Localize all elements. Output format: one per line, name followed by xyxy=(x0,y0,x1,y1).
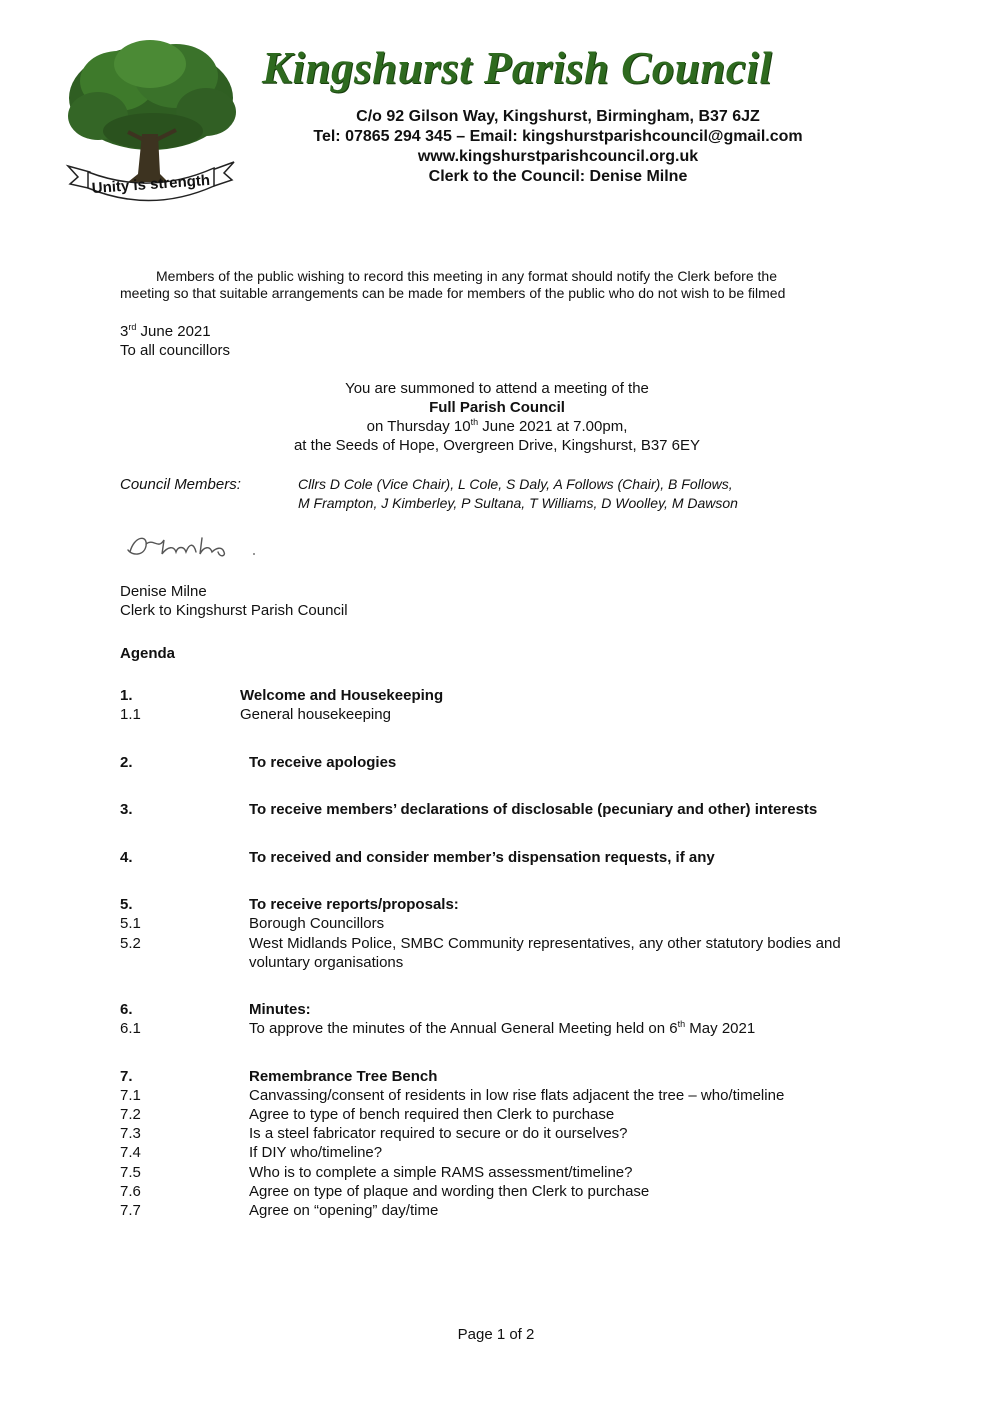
letter-addressee: To all councillors xyxy=(120,342,231,359)
agenda-subitem-number: 7.5 xyxy=(120,1164,141,1181)
agenda-item-number: 7. xyxy=(120,1068,133,1085)
meeting-date-time: on Thursday 10th June 2021 at 7.00pm, xyxy=(366,417,628,435)
signer-role: Clerk to Kingshurst Parish Council xyxy=(120,602,348,619)
agenda-subitem-number: 5.1 xyxy=(120,915,141,932)
agenda-item-title: To receive members’ declarations of disclosable (pecuniary and other) interests xyxy=(249,801,818,818)
agenda-item-title: To receive apologies xyxy=(249,754,397,771)
agenda-subitem-text-continued: voluntary organisations xyxy=(249,954,404,971)
council-address: C/o 92 Gilson Way, Kingshurst, Birmingham, B37 6JZ xyxy=(356,108,760,125)
meeting-venue: at the Seeds of Hope, Overgreen Drive, Kingshurst, B37 6EY xyxy=(293,437,701,454)
notice-line-2: meeting so that suitable arrangements can be made for members of the public who do not wish to be filmed xyxy=(120,285,786,301)
agenda-subitem-text: Borough Councillors xyxy=(249,915,385,932)
agenda-subitem-text: Canvassing/consent of residents in low rise flats adjacent the tree – who/timeline xyxy=(249,1087,785,1104)
agenda-item-number: 1. xyxy=(120,687,133,704)
council-title: Kingshurst Parish Council xyxy=(262,43,773,93)
agenda-item-number: 3. xyxy=(120,801,133,818)
agenda-subitem-text: Who is to complete a simple RAMS assessment/timeline? xyxy=(249,1164,633,1181)
notice-line-1: Members of the public wishing to record this meeting in any format should notify the Clerk before the xyxy=(156,268,777,284)
agenda-subitem-number: 6.1 xyxy=(120,1020,141,1037)
members-label: Council Members: xyxy=(120,476,241,493)
agenda-subitem-number: 1.1 xyxy=(120,706,141,723)
signer-name: Denise Milne xyxy=(120,583,207,600)
agenda-item-title: To received and consider member’s dispensation requests, if any xyxy=(249,849,715,866)
agenda-subitem-text: General housekeeping xyxy=(240,706,391,723)
agenda-subitem-text: West Midlands Police, SMBC Community representatives, any other statutory bodies and xyxy=(249,935,841,952)
members-line-1: Cllrs D Cole (Vice Chair), L Cole, S Daly, A Follows (Chair), B Follows, xyxy=(298,476,733,492)
oak-tree-logo xyxy=(58,36,244,206)
agenda-item-title: To receive reports/proposals: xyxy=(249,896,459,913)
clerk-signature xyxy=(124,528,259,562)
agenda-subitem-number: 7.1 xyxy=(120,1087,141,1104)
agenda-subitem-text: Is a steel fabricator required to secure or do it ourselves? xyxy=(249,1125,628,1142)
summons-line: You are summoned to attend a meeting of the xyxy=(345,380,649,397)
agenda-heading: Agenda xyxy=(120,645,176,662)
agenda-subitem-number: 7.6 xyxy=(120,1183,141,1200)
agenda-item-number: 4. xyxy=(120,849,133,866)
council-website: www.kingshurstparishcouncil.org.uk xyxy=(417,148,699,165)
page-number: Page 1 of 2 xyxy=(457,1326,535,1343)
agenda-item-title: Welcome and Housekeeping xyxy=(240,687,444,704)
agenda-subitem-text: Agree to type of bench required then Clerk to purchase xyxy=(249,1106,615,1123)
motto-text: Unity is strength xyxy=(91,171,211,198)
meeting-name: Full Parish Council xyxy=(429,399,565,416)
agenda-subitem-number: 7.4 xyxy=(120,1144,141,1161)
letter-date: 3rd June 2021 xyxy=(120,322,211,340)
agenda-subitem-number: 7.7 xyxy=(120,1202,141,1219)
agenda-item-number: 6. xyxy=(120,1001,133,1018)
agenda-subitem-number: 7.2 xyxy=(120,1106,141,1123)
council-contact: Tel: 07865 294 345 – Email: kingshurstparishcouncil@gmail.com xyxy=(313,128,803,145)
members-line-2: M Frampton, J Kimberley, P Sultana, T Williams, D Woolley, M Dawson xyxy=(298,495,738,511)
agenda-subitem-text: Agree on “opening” day/time xyxy=(249,1202,439,1219)
agenda-item-title: Minutes: xyxy=(249,1001,311,1018)
agenda-item-title: Remembrance Tree Bench xyxy=(249,1068,438,1085)
recording-notice xyxy=(120,268,860,302)
agenda-subitem-text: Agree on type of plaque and wording then Clerk to purchase xyxy=(249,1183,650,1200)
agenda-subitem-text: To approve the minutes of the Annual General Meeting held on 6th May 2021 xyxy=(249,1019,756,1037)
agenda-subitem-text: If DIY who/timeline? xyxy=(249,1144,383,1161)
agenda-item-number: 5. xyxy=(120,896,133,913)
council-clerk: Clerk to the Council: Denise Milne xyxy=(428,168,688,185)
agenda-subitem-number: 7.3 xyxy=(120,1125,141,1142)
tree-icon xyxy=(68,40,236,182)
agenda-subitem-number: 5.2 xyxy=(120,935,141,952)
agenda-item-number: 2. xyxy=(120,754,133,771)
